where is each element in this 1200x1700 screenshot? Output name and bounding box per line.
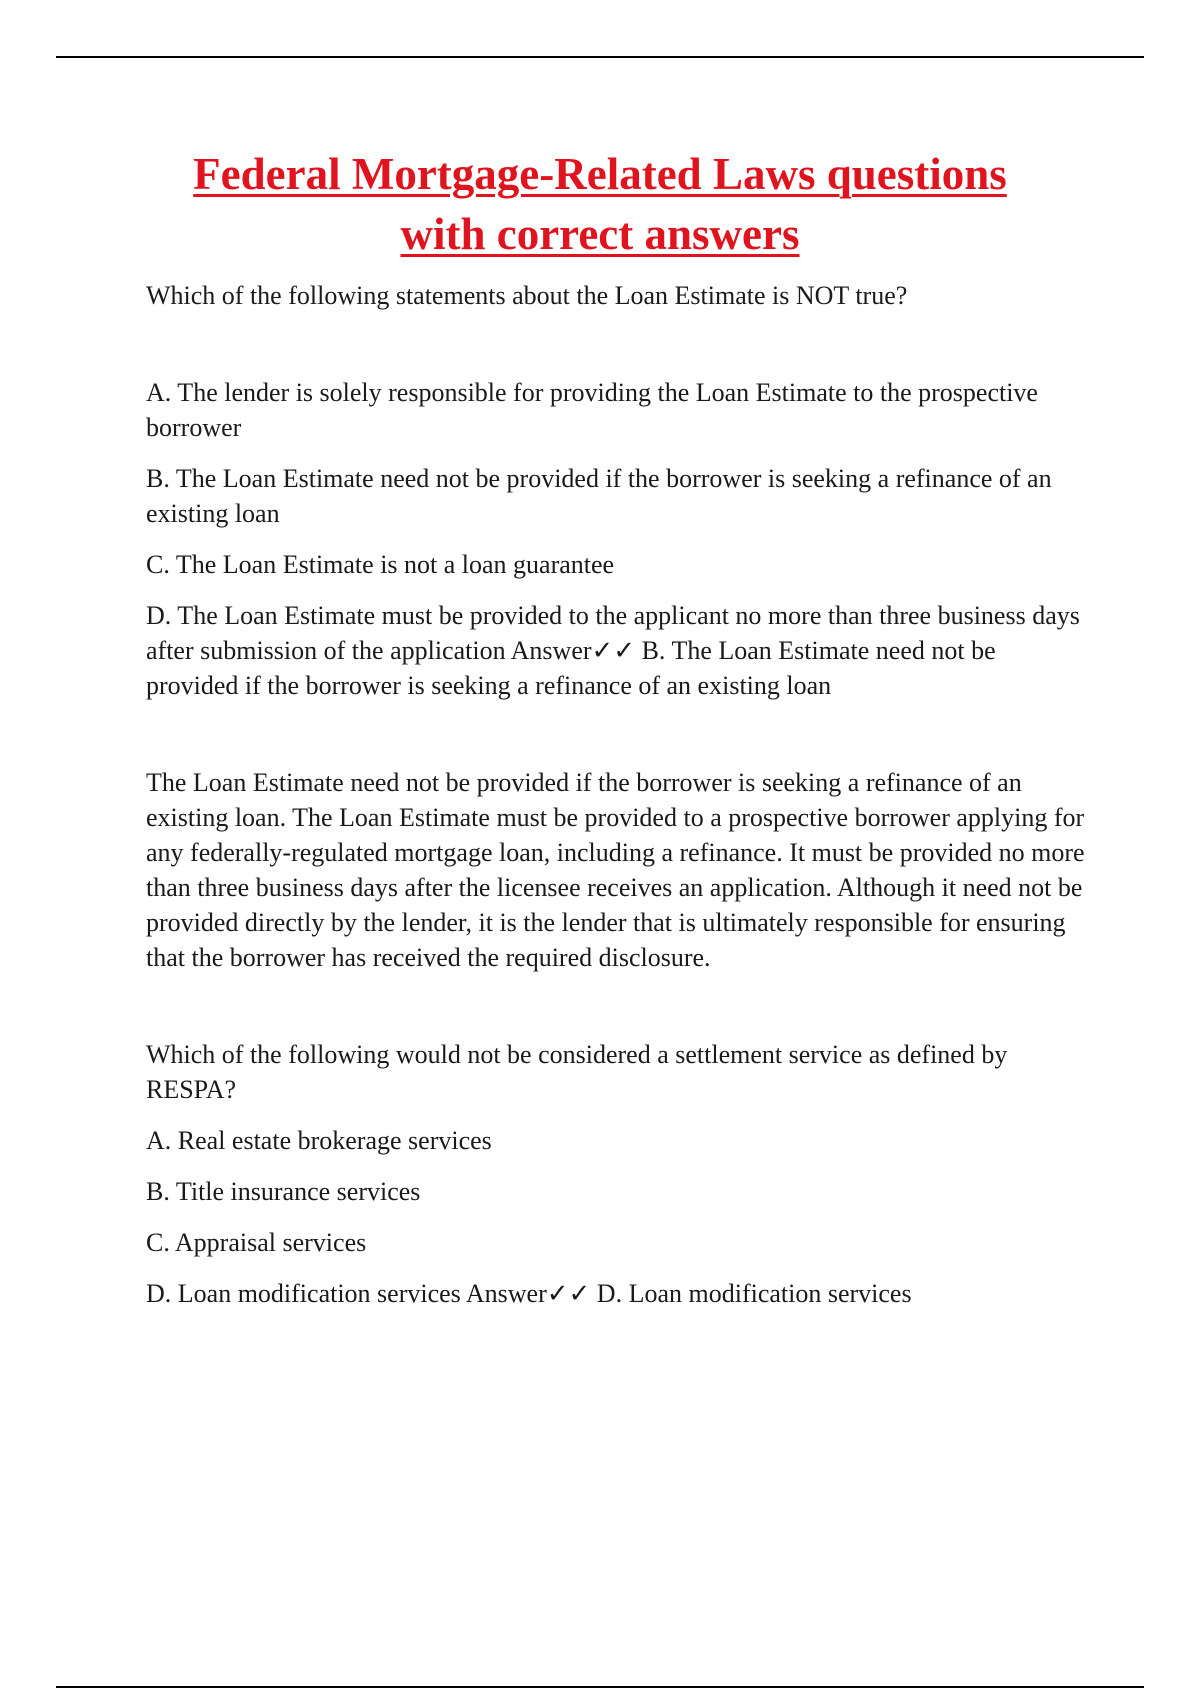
document-title	[100, 144, 1100, 264]
question-1-option-a: A. The lender is solely responsible for providing the Loan Estimate to the prospective borrower	[146, 378, 1038, 442]
top-rule	[56, 56, 1144, 58]
question-2-option-c: C. Appraisal services	[146, 1228, 367, 1257]
question-1-option-b: B. The Loan Estimate need not be provided if the borrower is seeking a refinance of an existing loan	[146, 464, 1052, 528]
document-body	[146, 278, 1086, 1311]
question-1-text: Which of the following statements about the Loan Estimate is NOT true?	[146, 281, 908, 310]
question-2-option-b: B. Title insurance services	[146, 1177, 421, 1206]
question-2-option-a: A. Real estate brokerage services	[146, 1126, 492, 1155]
question-1-option-d-answer: D. The Loan Estimate must be provided to the applicant no more than three business days after submission of the application Answer✓✓ B. The Loan Estimate need not be provided if the borrower is seeking a refinance of an existing loan	[146, 601, 1080, 700]
question-1-explanation: The Loan Estimate need not be provided if the borrower is seeking a refinance of an existing loan. The Loan Estimate must be provided to a prospective borrower applying for any federally-regulated mortgage loan, including a refinance. It must be provided no more than three business days after the licensee receives an application. Although it need not be provided directly by the lender, it is the lender that is ultimately responsible for ensuring that the borrower has received the required disclosure.	[146, 768, 1085, 972]
document-title-line-2: with correct answers	[400, 209, 800, 259]
question-2-option-d-answer: D. Loan modification services Answer✓✓ D. Loan modification services	[146, 1279, 912, 1308]
bottom-rule	[56, 1686, 1144, 1688]
question-1-option-c: C. The Loan Estimate is not a loan guarantee	[146, 550, 615, 579]
question-2-text: Which of the following would not be considered a settlement service as defined by RESPA?	[146, 1040, 1008, 1104]
document-title-line-1: Federal Mortgage-Related Laws questions	[193, 149, 1007, 199]
